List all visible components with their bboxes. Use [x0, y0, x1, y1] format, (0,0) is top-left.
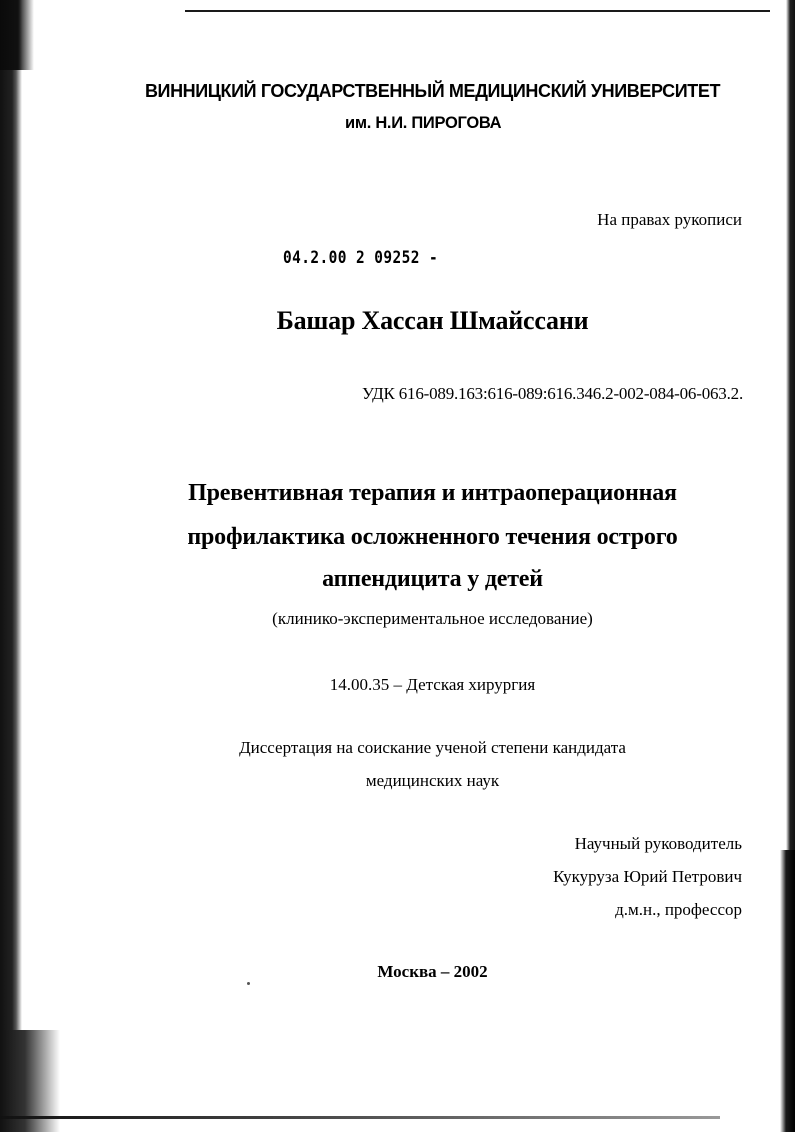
scan-top-line	[185, 10, 770, 12]
registration-number: 04.2.00 2 09252 -	[283, 248, 439, 268]
thesis-title-line-2: профилактика осложненного течения острого	[187, 524, 678, 550]
city-year: Москва – 2002	[377, 962, 488, 981]
supervisor-title: д.м.н., профессор	[615, 900, 742, 919]
supervisor-name: Кукуруза Юрий Петрович	[553, 867, 742, 886]
author-name: Башар Хассан Шмайссани	[276, 306, 589, 335]
manuscript-note: На правах рукописи	[597, 210, 742, 229]
university-name: ВИННИЦКИЙ ГОСУДАРСТВЕННЫЙ МЕДИЦИНСКИЙ УНИВЕРСИТЕТ	[144, 81, 721, 101]
scan-left-edge-top	[0, 0, 34, 70]
scan-speck	[247, 982, 250, 985]
degree-line-1: Диссертация на соискание ученой степени кандидата	[239, 738, 626, 757]
scan-right-edge-bottom	[780, 850, 795, 1132]
thesis-title-line-1: Превентивная терапия и интраоперационная	[188, 480, 677, 506]
thesis-subtitle: (клинико-экспериментальное исследование)	[272, 609, 593, 628]
scan-bottom-line	[0, 1116, 720, 1119]
thesis-title-line-3: аппендицита у детей	[322, 566, 543, 592]
udk-code: УДК 616-089.163:616-089:616.346.2-002-084-06-063.2.	[362, 384, 743, 403]
supervisor-label: Научный руководитель	[574, 834, 742, 853]
degree-line-2: медицинских наук	[365, 771, 500, 790]
specialty-code: 14.00.35 – Детская хирургия	[329, 675, 536, 694]
university-named-after: им. Н.И. ПИРОГОВА	[345, 114, 502, 132]
